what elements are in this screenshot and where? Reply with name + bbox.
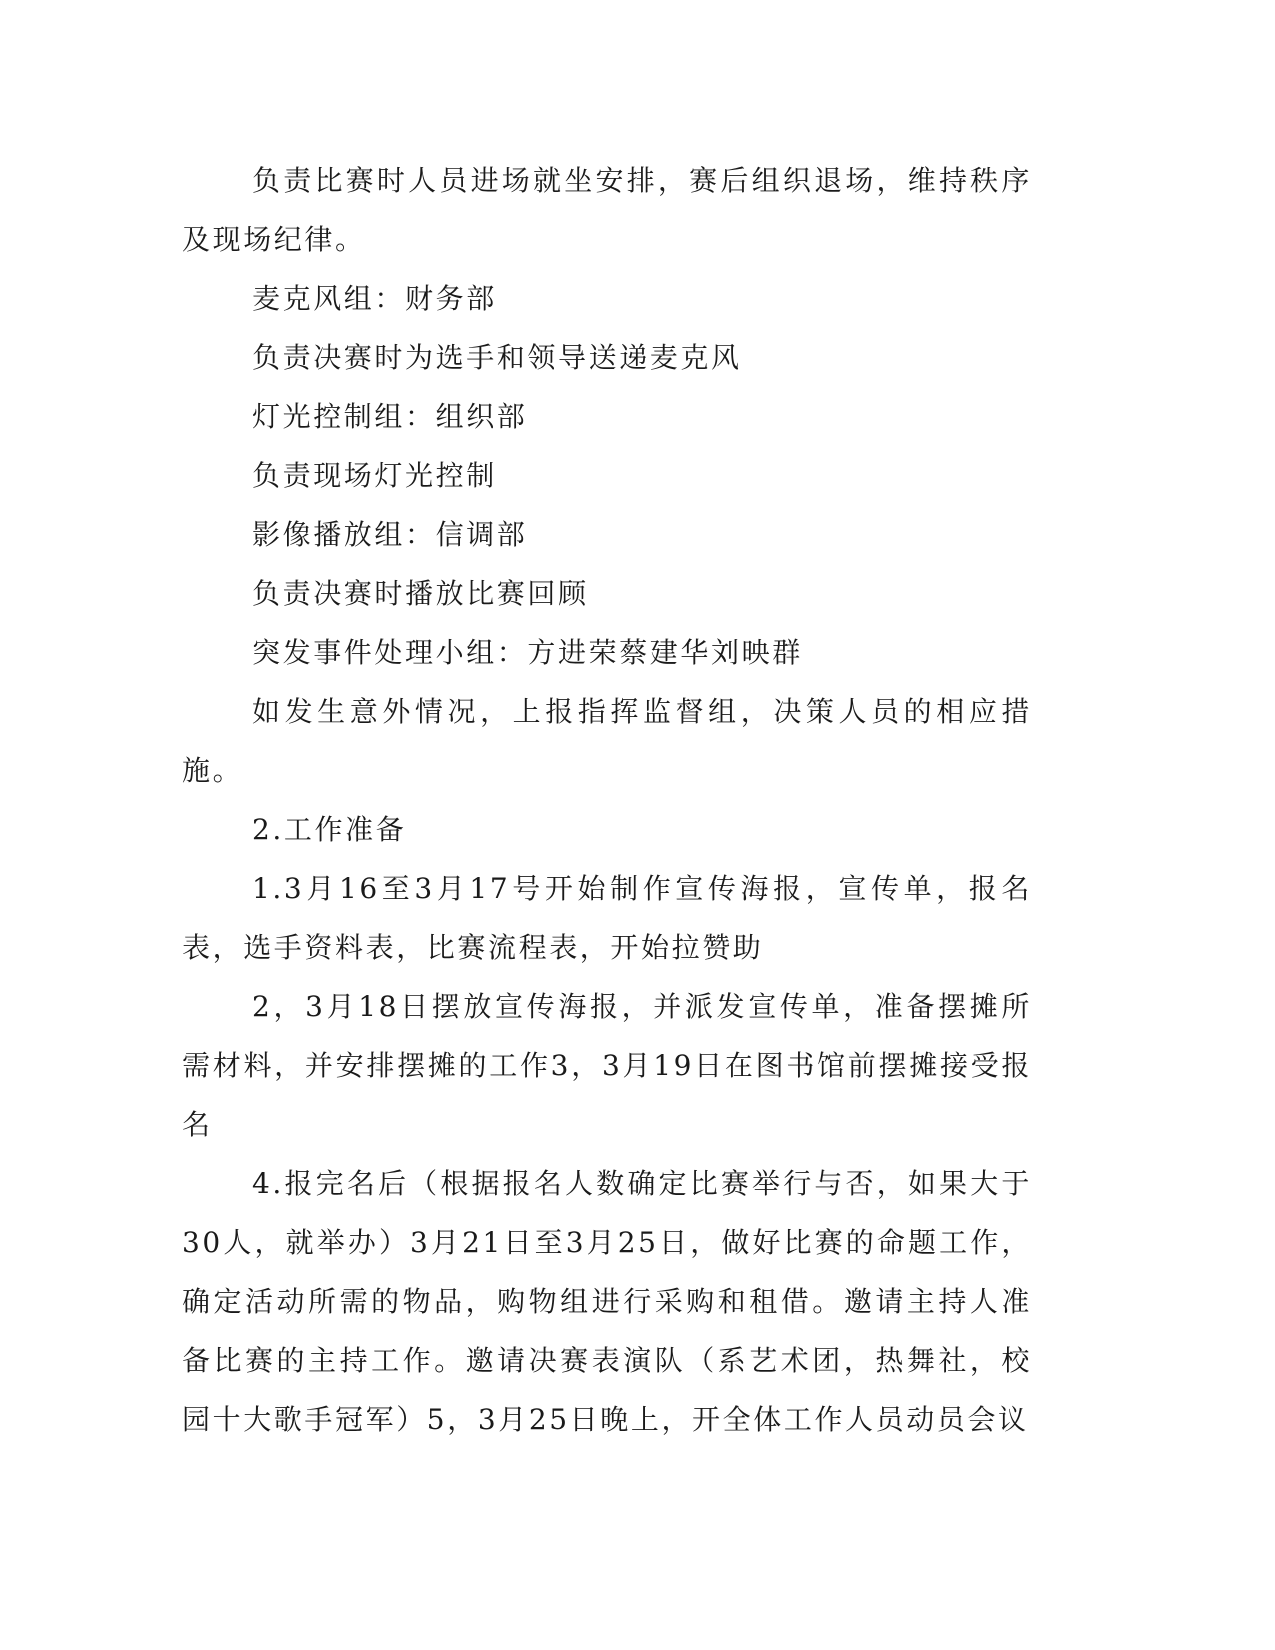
paragraph-prep-step-1: 1.3月16至3月17号开始制作宣传海报，宣传单，报名表，选手资料表，比赛流程表，开始拉赞助 [182,872,1032,964]
section-heading-preparation: 2.工作准备 [252,813,407,846]
paragraph-microphone-duty: 负责决赛时为选手和领导送递麦克风 [252,341,742,374]
paragraph-lighting-group: 灯光控制组：组织部 [252,400,528,433]
paragraph-prep-step-2-3: 2，3月18日摆放宣传海报，并派发宣传单，准备摆摊所需材料，并安排摆摊的工作3，3月19日在图书馆前摆摊接受报名 [182,990,1032,1141]
document-body [182,151,1032,1449]
paragraph-seating-duty: 负责比赛时人员进场就坐安排，赛后组织退场，维持秩序及现场纪律。 [182,164,1032,256]
paragraph-video-group: 影像播放组：信调部 [252,518,528,551]
paragraph-lighting-duty: 负责现场灯光控制 [252,459,497,492]
paragraph-microphone-group: 麦克风组：财务部 [252,282,497,315]
paragraph-emergency-group: 突发事件处理小组：方进荣蔡建华刘映群 [252,636,803,669]
paragraph-prep-step-4-5: 4.报完名后（根据报名人数确定比赛举行与否，如果大于30人，就举办）3月21日至3月25日，做好比赛的命题工作，确定活动所需的物品，购物组进行采购和租借。邀请主持人准备比赛的主持工作。邀请决赛表演队（系艺术团，热舞社，校园十大歌手冠军）5，3月25日晚上，开全体工作人员动员会议 [182,1167,1032,1436]
paragraph-video-duty: 负责决赛时播放比赛回顾 [252,577,589,610]
paragraph-emergency-duty: 如发生意外情况，上报指挥监督组，决策人员的相应措施。 [182,695,1032,787]
